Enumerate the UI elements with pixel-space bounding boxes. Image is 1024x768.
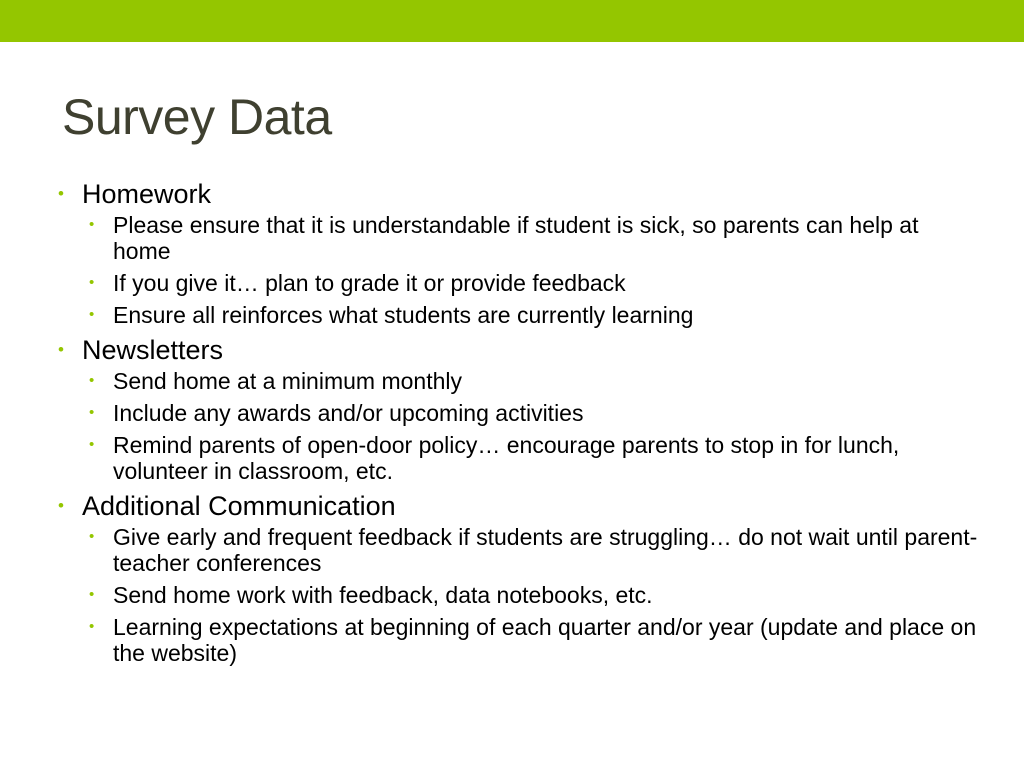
sub-list: [89, 524, 978, 666]
bullet-icon: •: [89, 274, 95, 291]
bullet-icon: •: [89, 372, 95, 389]
list-item-text: Give early and frequent feedback if students are struggling… do not wait until parent-teacher conferences: [113, 524, 978, 576]
list-item-newsletters: [58, 334, 978, 484]
slide-body: [58, 178, 978, 672]
section-heading: Newsletters: [82, 335, 224, 365]
list-item: [89, 270, 978, 296]
list-item-text: Include any awards and/or upcoming activities: [113, 400, 584, 426]
top-accent-bar: [0, 0, 1024, 42]
bullet-icon: •: [89, 618, 95, 635]
list-item-homework: [58, 178, 978, 328]
bullet-icon: •: [89, 404, 95, 421]
list-item: [89, 400, 978, 426]
list-item-text: Learning expectations at beginning of each quarter and/or year (update and place on the website): [113, 614, 977, 666]
bullet-icon: •: [89, 528, 95, 545]
list-item: [89, 614, 978, 666]
list-item-additional-communication: [58, 490, 978, 666]
list-item-text: If you give it… plan to grade it or provide feedback: [113, 270, 626, 296]
list-item: [89, 524, 978, 576]
bullet-icon: •: [58, 340, 64, 359]
list-item: [89, 302, 978, 328]
slide-title: Survey Data: [62, 89, 332, 145]
list-item-text: Send home work with feedback, data notebooks, etc.: [113, 582, 653, 608]
bullet-icon: •: [89, 436, 95, 453]
list-item: [89, 368, 978, 394]
list-item-text: Ensure all reinforces what students are currently learning: [113, 302, 694, 328]
bullet-icon: •: [89, 216, 95, 233]
list-item: [89, 582, 978, 608]
list-item-text: Please ensure that it is understandable if student is sick, so parents can help at home: [113, 212, 919, 264]
section-heading: Additional Communication: [82, 491, 396, 521]
bullet-icon: •: [58, 496, 64, 515]
sub-list: [89, 368, 978, 484]
list-item-text: Remind parents of open-door policy… encourage parents to stop in for lunch, volunteer in classroom, etc.: [113, 432, 900, 484]
bullet-icon: •: [58, 184, 64, 203]
section-heading: Homework: [82, 179, 212, 209]
bullet-icon: •: [89, 306, 95, 323]
sub-list: [89, 212, 978, 328]
list-item-text: Send home at a minimum monthly: [113, 368, 462, 394]
list-item: [89, 432, 978, 484]
bullet-list: [58, 178, 978, 666]
bullet-icon: •: [89, 586, 95, 603]
list-item: [89, 212, 978, 264]
